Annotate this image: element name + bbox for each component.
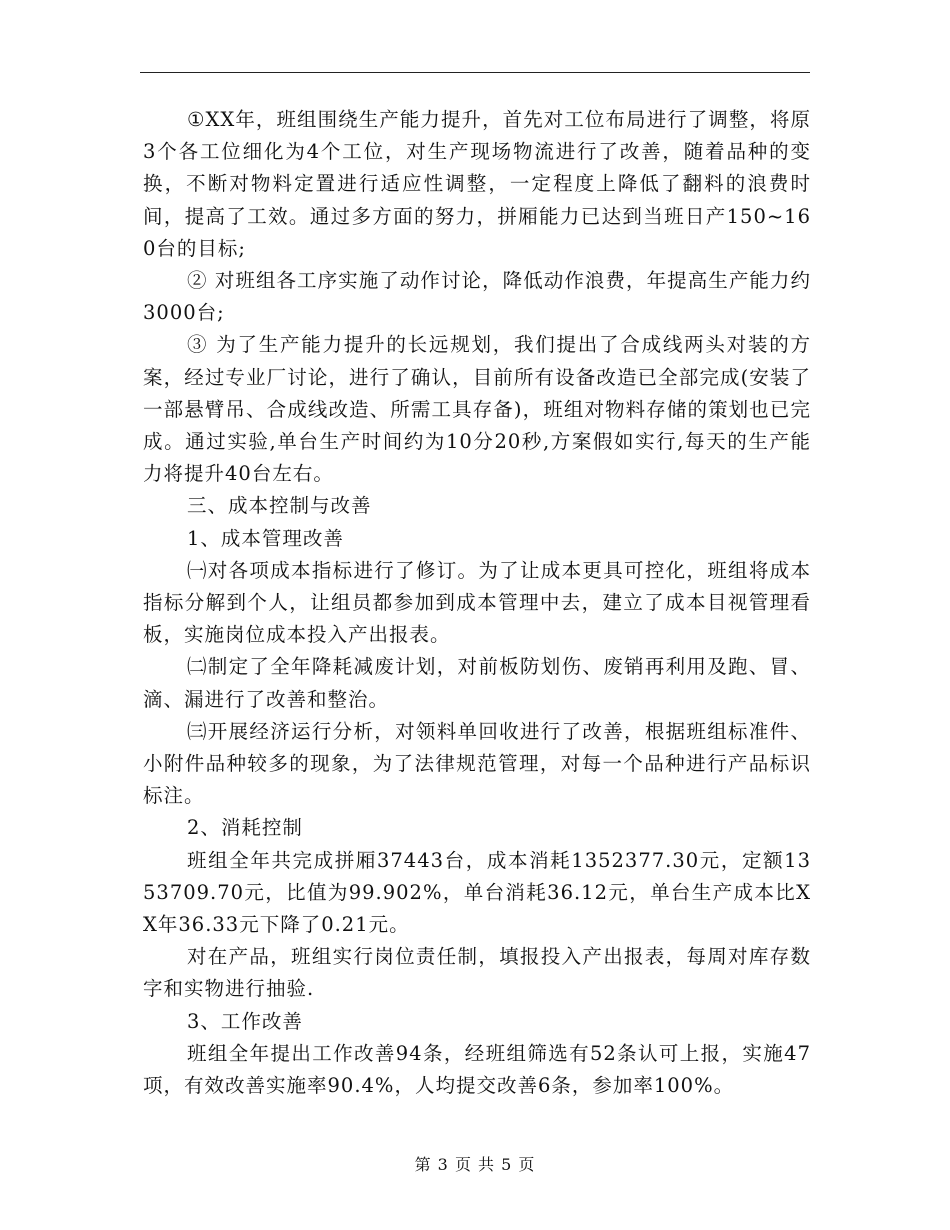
page-number-footer: 第 3 页 共 5 页 xyxy=(414,1155,536,1174)
paragraph-improvement-figures: 班组全年提出工作改善94条，经班组筛选有52条认可上报，实施47项，有效改善实施率90.4%，人均提交改善6条，参加率100%。 xyxy=(143,1041,811,1098)
document-body xyxy=(143,104,811,1102)
paragraph-consumption-figures: 班组全年共完成拼厢37443台，成本消耗1352377.30元，定额1353709.70元，比值为99.902%，单台消耗36.12元，单台生产成本比XX年36.33元下降了0.21元。 xyxy=(143,848,811,937)
paragraph-cost-item-1: ㈠对各项成本指标进行了修订。为了让成本更具可控化，班组将成本指标分解到个人，让组员都参加到成本管理中去，建立了成本目视管理看板，实施岗位成本投入产出报表。 xyxy=(143,558,811,647)
subheading-consumption-control: 2、消耗控制 xyxy=(187,816,303,840)
paragraph-inventory-check: 对在产品，班组实行岗位责任制，填报投入产出报表，每周对库存数字和实物进行抽验. xyxy=(143,945,811,1001)
subheading-work-improvement: 3、工作改善 xyxy=(187,1009,303,1033)
subheading-cost-management: 1、成本管理改善 xyxy=(187,526,344,550)
paragraph-cost-item-3: ㈢开展经济运行分析，对领料单回收进行了改善，根据班组标准件、小附件品种较多的现象，为了法律规范管理，对每一个品种进行产品标识标注。 xyxy=(143,719,811,808)
paragraph-capacity-2: ② 对班组各工序实施了动作讨论，降低动作浪费，年提高生产能力约3000台; xyxy=(143,269,811,325)
paragraph-capacity-3: ③ 为了生产能力提升的长远规划，我们提出了合成线两头对装的方案，经过专业厂讨论，进行了确认，目前所有设备改造已全部完成(安装了一部悬臂吊、合成线改造、所需工具存备)，班组对物料存储的策划也已完成。通过实验,单台生产时间约为10分20秒,方案假如实行,每天的生产能力将提升40台左右。 xyxy=(143,333,811,486)
paragraph-capacity-1: ①XX年，班组围绕生产能力提升，首先对工位布局进行了调整，将原3个各工位细化为4个工位，对生产现场物流进行了改善，随着品种的变换，不断对物料定置进行适应性调整，一定程度上降低了翻料的浪费时间，提高了工效。通过多方面的努力，拼厢能力已达到当班日产150~160台的目标; xyxy=(143,108,811,260)
header-rule xyxy=(140,72,810,73)
paragraph-cost-item-2: ㈡制定了全年降耗减废计划，对前板防划伤、废销再利用及跑、冒、滴、漏进行了改善和整治。 xyxy=(143,655,811,711)
section-heading-cost-control: 三、成本控制与改善 xyxy=(187,494,372,518)
